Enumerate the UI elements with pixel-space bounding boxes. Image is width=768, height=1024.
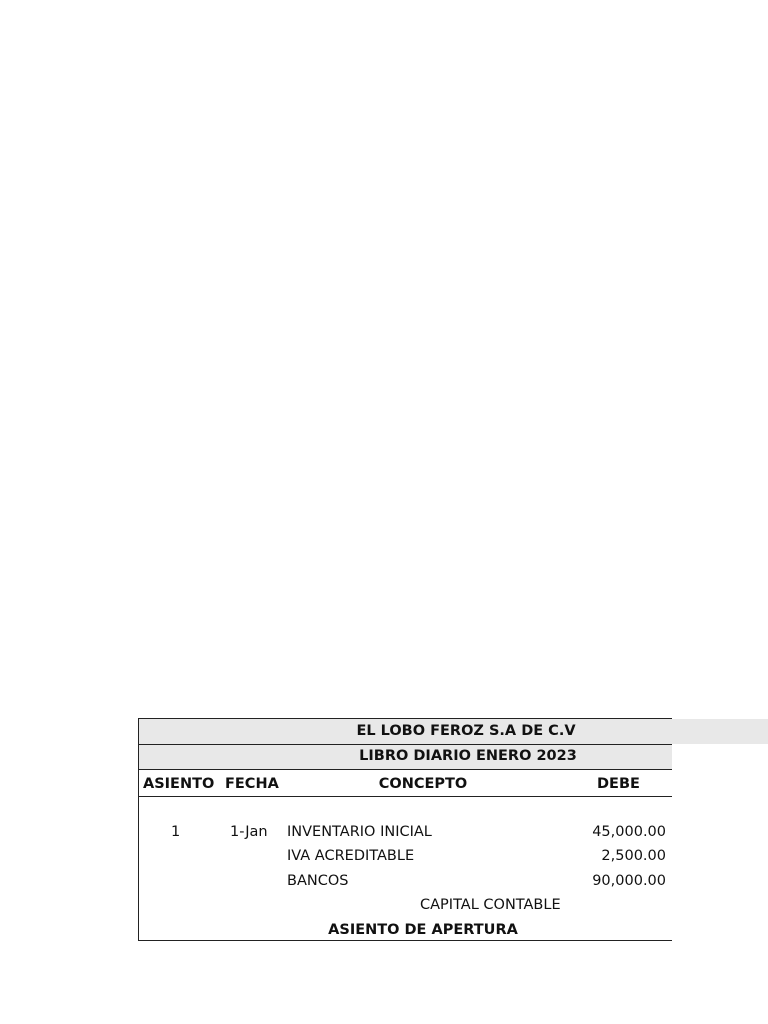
journal-title: LIBRO DIARIO ENERO 2023 [359,748,577,764]
bottom-rule [138,940,672,941]
entry-footer-label: ASIENTO DE APERTURA [328,922,518,938]
col-header-asiento: ASIENTO [143,776,215,792]
entry-concepto-3: BANCOS [287,873,349,889]
left-border [138,718,139,941]
entry-concepto-2: IVA ACREDITABLE [287,848,415,864]
subtitle-rule [138,769,672,770]
entry-concepto-1: INVENTARIO INICIAL [287,824,432,840]
entry-date: 1-Jan [230,824,268,840]
entry-credit-account: CAPITAL CONTABLE [420,897,561,913]
company-name: EL LOBO FEROZ S.A DE C.V [356,723,576,739]
entry-debe-2: 2,500.00 [601,848,666,864]
entry-debe-1: 45,000.00 [592,824,666,840]
col-header-debe: DEBE [597,776,640,792]
top-rule [138,718,672,719]
column-header-rule [138,796,672,797]
company-rule [138,744,672,745]
entry-number: 1 [171,824,181,840]
col-header-fecha: FECHA [225,776,279,792]
entry-debe-3: 90,000.00 [592,873,666,889]
col-header-concepto: CONCEPTO [378,776,468,792]
